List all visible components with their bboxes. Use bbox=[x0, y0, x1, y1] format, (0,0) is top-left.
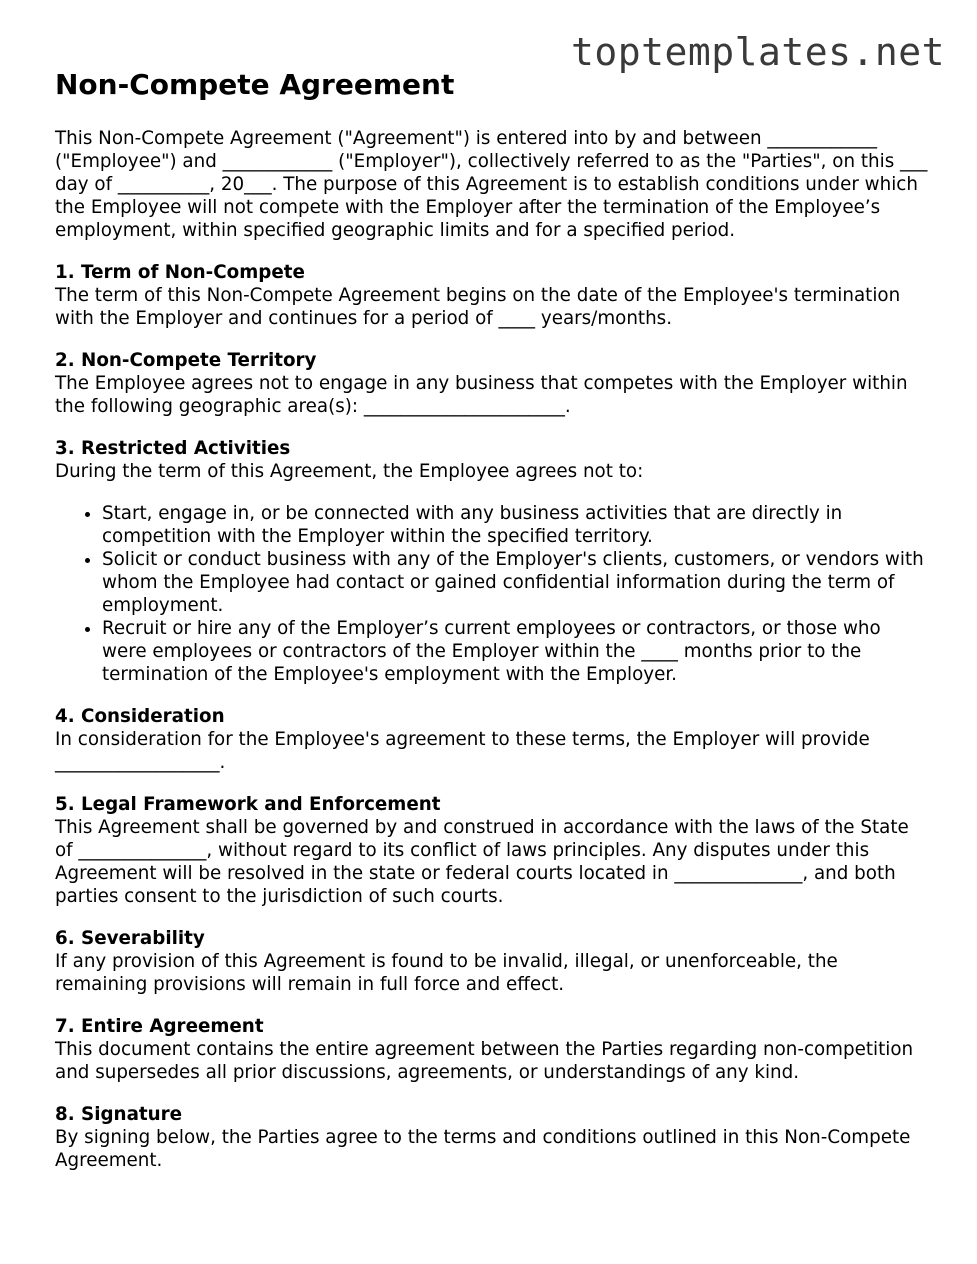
section-body: The term of this Non-Compete Agreement begins on the date of the Employee's termination with the Employer and continues for a period of ____ years/months. bbox=[55, 285, 901, 329]
list-item: • Start, engage in, or be connected with any business activities that are directly in competition with the Employer within the specified territory. bbox=[102, 502, 930, 548]
section-body: In consideration for the Employee's agreement to these terms, the Employer will provide __________________. bbox=[55, 729, 870, 773]
section-body: If any provision of this Agreement is found to be invalid, illegal, or unenforceable, the remaining provisions will remain in full force and effect. bbox=[55, 951, 838, 995]
section-title: 8. Signature bbox=[55, 1104, 183, 1125]
section-body: The Employee agrees not to engage in any business that competes with the Employer within the following geographic area(s): ______________________. bbox=[55, 373, 908, 417]
section-title: 3. Restricted Activities bbox=[55, 438, 291, 459]
section-body: During the term of this Agreement, the Employee agrees not to: bbox=[55, 461, 644, 482]
list-item: • Recruit or hire any of the Employer’s current employees or contractors, or those who were employees or contractors of the Employer within the ____ months prior to the termination of the Employee's employment with the Employer. bbox=[102, 617, 930, 686]
section-body: This Agreement shall be governed by and construed in accordance with the laws of the State of ______________, without regard to its conflict of laws principles. Any disputes under this Agreement will be resolved in the state or federal courts located in ______________, and both parties consent to the jurisdiction of such courts. bbox=[55, 817, 909, 907]
section-consideration bbox=[55, 705, 930, 774]
document-page bbox=[55, 66, 930, 1191]
section-title: 4. Consideration bbox=[55, 706, 225, 727]
list-item: • Solicit or conduct business with any of the Employer's clients, customers, or vendors with whom the Employee had contact or gained confidential information during the term of employment. bbox=[102, 548, 930, 617]
page-title: Non-Compete Agreement bbox=[55, 68, 455, 101]
section-severability bbox=[55, 927, 930, 996]
section-signature bbox=[55, 1103, 930, 1172]
section-title: 2. Non-Compete Territory bbox=[55, 350, 317, 371]
section-title: 6. Severability bbox=[55, 928, 205, 949]
section-body: By signing below, the Parties agree to the terms and conditions outlined in this Non-Compete Agreement. bbox=[55, 1127, 911, 1171]
bullet-list bbox=[55, 502, 930, 686]
section-term bbox=[55, 261, 930, 330]
intro-paragraph: This Non-Compete Agreement ("Agreement") is entered into by and between ____________ ("Employee") and ____________ ("Employer"), collectively referred to as the "Parties", on this ___ day of __________, 20___. The purpose of this Agreement is to establish conditions under which the Employee will not compete with the Employer after the termination of the Employee’s employment, within specified geographic limits and for a specified period. bbox=[55, 128, 928, 241]
watermark: toptemplates.net bbox=[570, 30, 945, 74]
section-body: This document contains the entire agreement between the Parties regarding non-competition and supersedes all prior discussions, agreements, or understandings of any kind. bbox=[55, 1039, 914, 1083]
section-title: 1. Term of Non-Compete bbox=[55, 262, 305, 283]
section-title: 5. Legal Framework and Enforcement bbox=[55, 794, 441, 815]
section-entire-agreement bbox=[55, 1015, 930, 1084]
section-territory bbox=[55, 349, 930, 418]
section-title: 7. Entire Agreement bbox=[55, 1016, 264, 1037]
section-restricted-activities bbox=[55, 437, 930, 686]
section-legal-framework bbox=[55, 793, 930, 908]
